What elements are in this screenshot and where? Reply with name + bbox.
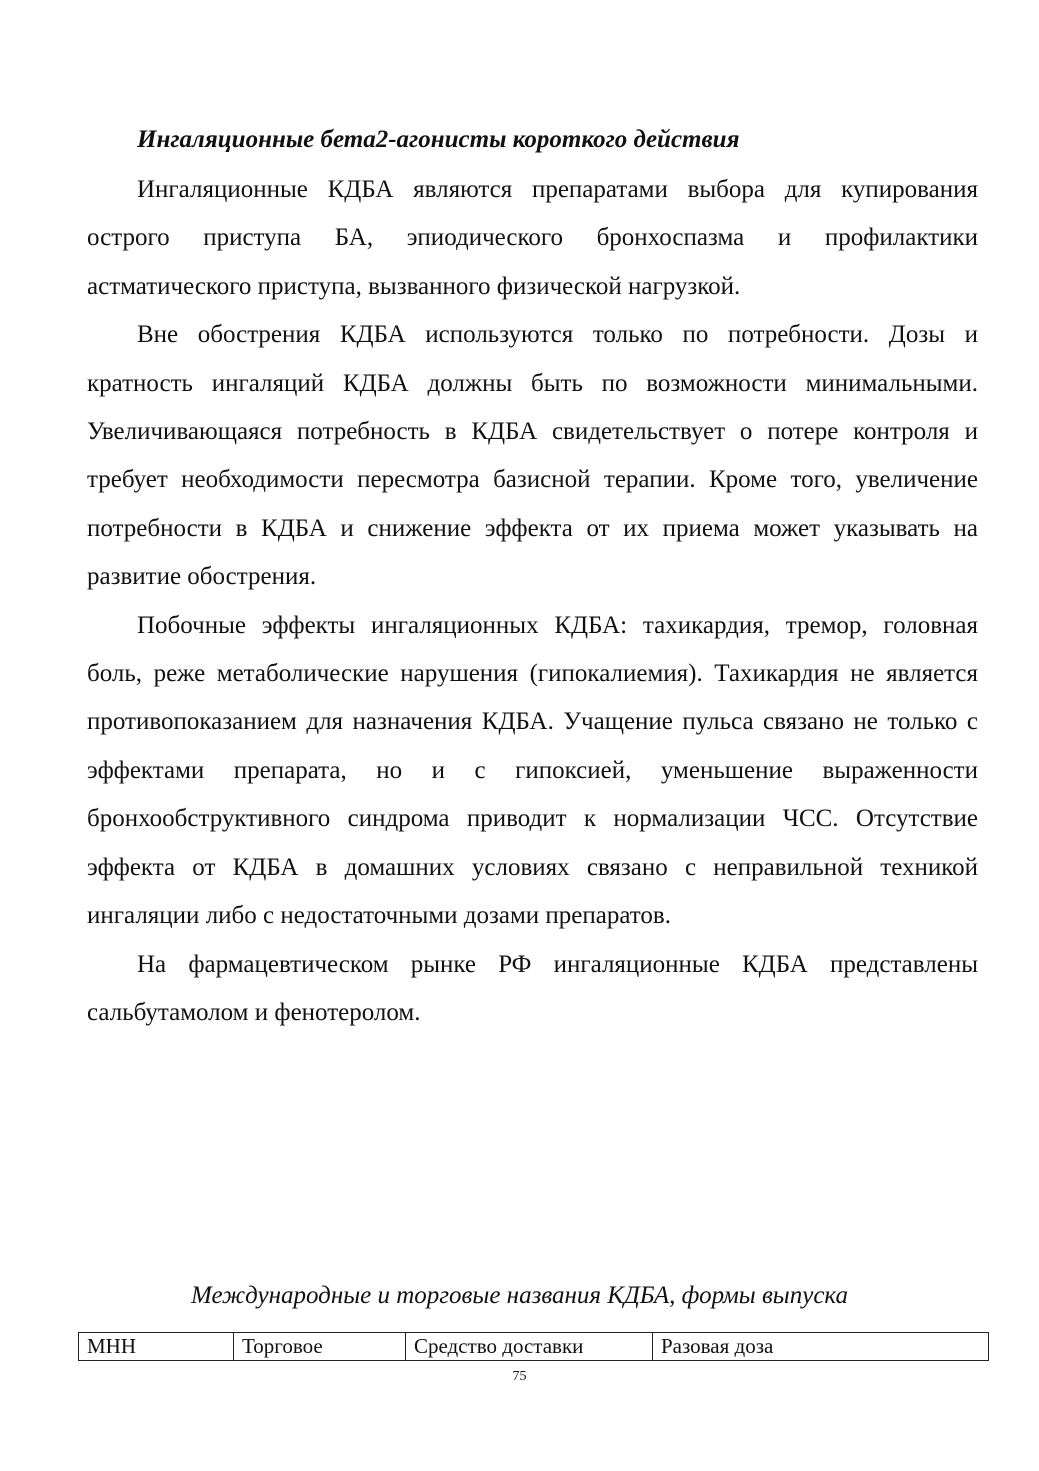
body-text [87,166,978,1037]
table-header-cell: МНН [79,1333,234,1361]
table-header-row [79,1333,989,1361]
table-caption: Международные и торговые названия КДБА, формы выпуска [190,1282,849,1309]
table-header-cell: Разовая доза [653,1333,989,1361]
table-header-cell: Средство доставки [406,1333,653,1361]
paragraph: Побочные эффекты ингаляционных КДБА: тахикардия, тремор, головная боль, реже метаболические нарушения (гипокалиемия). Тахикардия не является противопоказанием для назначения КДБА. Учащение пульса связано не только с эффектами препарата, но и с гипоксией, уменьшение выраженности бронхообструктивного синдрома приводит к нормализации ЧСС. Отсутствие эффекта от КДБА в домашних условиях связано с неправильной техникой ингаляции либо с недостаточными дозами препаратов. [87,611,978,930]
paragraph: Вне обострения КДБА используются только по потребности. Дозы и кратность ингаляций КДБА должны быть по возможности минимальными. Увеличивающаяся потребность в КДБА свидетельствует о потере контроля и требует необходимости пересмотра базисной терапии. Кроме того, увеличение потребности в КДБА и снижение эффекта от их приема может указывать на развитие обострения. [87,321,978,591]
page-number: 75 [512,1369,527,1384]
drug-table [78,1332,989,1361]
paragraph: Ингаляционные КДБА являются препаратами выбора для купирования острого приступа БА, эпиодического бронхоспазма и профилактики астматического приступа, вызванного физической нагрузкой. [87,176,978,300]
paragraph: На фармацевтическом рынке РФ ингаляционные КДБА представлены сальбутамолом и фенотеролом. [87,950,978,1026]
table-header-cell: Торговое [234,1333,406,1361]
section-heading: Ингаляционные бета2-агонисты короткого действия [137,126,740,153]
